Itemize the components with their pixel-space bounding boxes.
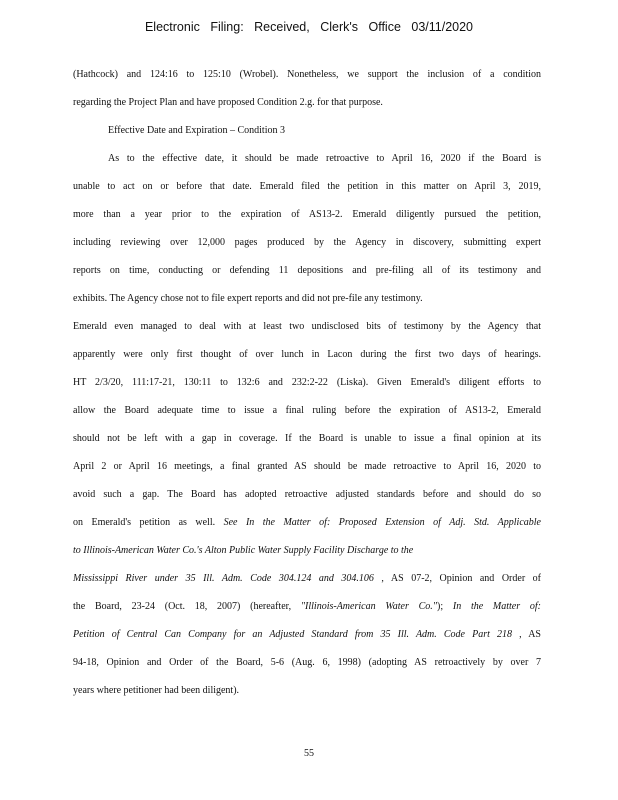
body-line-19: [73, 572, 541, 586]
body-line-14: should not be left with a gap in coverage. If the Board is unable to issue a final opinion at its: [73, 433, 541, 444]
body-line-12: HT 2/3/20, 111:17-21, 130:11 to 132:6 and 232:2-22 (Liska). Given Emerald's diligent efforts to: [73, 377, 541, 388]
body-line-11: apparently were only first thought of over lunch in Lacon during the first two days of hearings.: [73, 349, 541, 360]
body-line-10: Emerald even managed to deal with at least two undisclosed bits of testimony by the Agency that: [73, 321, 541, 332]
citation-central-can-part-2: Petition of Central Can Company for an Adjusted Standard from 35 Ill. Adm. Code Part 218: [73, 629, 513, 640]
body-line-5: unable to act on or before that date. Emerald filed the petition in this matter on April 3, 2019,: [73, 181, 541, 192]
body-line-17: [73, 516, 541, 530]
body-line-22: 94-18, Opinion and Order of the Board, 5-6 (Aug. 6, 1998) (adopting AS retroactively by over 7: [73, 657, 541, 668]
body-line-6: more than a year prior to the expiration of AS13-2. Emerald diligently pursued the petition,: [73, 209, 541, 220]
body-line-2: regarding the Project Plan and have proposed Condition 2.g. for that purpose.: [73, 97, 383, 108]
citation-proposed-extension-part-3: Mississippi River under 35 Ill. Adm. Code 304.124 and 304.106: [73, 573, 374, 584]
body-line-21-roman: , AS: [512, 629, 541, 640]
citation-central-can-part-1: In the Matter of:: [452, 601, 541, 612]
body-line-20: the Board, 23-24 (Oct. 18, 2007) (hereafter, "Illinois-American Water Co."); In the Matter of:: [73, 601, 541, 612]
body-line-16: avoid such a gap. The Board has adopted retroactive adjusted standards before and should do so: [73, 489, 541, 500]
short-cite-illinois-american: "Illinois-American Water Co.": [300, 601, 437, 612]
electronic-filing-header: Electronic Filing: Received, Clerk's Office 03/11/2020: [144, 20, 474, 34]
body-line-8: reports on time, conducting or defending 11 depositions and pre-filing all of its testimony and: [73, 265, 541, 276]
body-line-15: April 2 or April 16 meetings, a final granted AS should be made retroactive to April 16, 2020 to: [73, 461, 541, 472]
page-number: 55: [304, 748, 314, 759]
body-line-1: (Hathcock) and 124:16 to 125:10 (Wrobel). Nonetheless, we support the inclusion of a condition: [73, 69, 541, 80]
body-line-7: including reviewing over 12,000 pages produced by the Agency in discovery, submitting expert: [73, 237, 541, 248]
citation-proposed-extension-part-2: to Illinois-American Water Co.'s Alton Public Water Supply Facility Discharge to the: [73, 545, 414, 556]
section-heading-effective-date: Effective Date and Expiration – Condition 3: [108, 125, 285, 136]
body-line-20-roman: the Board, 23-24 (Oct. 18, 2007) (hereafter,: [73, 601, 301, 612]
citation-proposed-extension-part-1: See In the Matter of: Proposed Extension of Adj. Std. Applicable: [223, 517, 541, 528]
body-line-4: As to the effective date, it should be made retroactive to April 16, 2020 if the Board is: [108, 153, 541, 164]
body-line-19-roman: , AS 07-2, Opinion and Order of: [373, 573, 542, 584]
body-line-13: allow the Board adequate time to issue a final ruling before the expiration of AS13-2, Emerald: [73, 405, 541, 416]
body-line-21: [73, 628, 541, 642]
body-line-18: [73, 544, 413, 558]
body-line-17-roman: on Emerald's petition as well.: [73, 517, 224, 528]
body-line-23: years where petitioner had been diligent).: [73, 685, 240, 696]
body-line-9: exhibits. The Agency chose not to file expert reports and did not pre-file any testimony.: [73, 293, 423, 304]
